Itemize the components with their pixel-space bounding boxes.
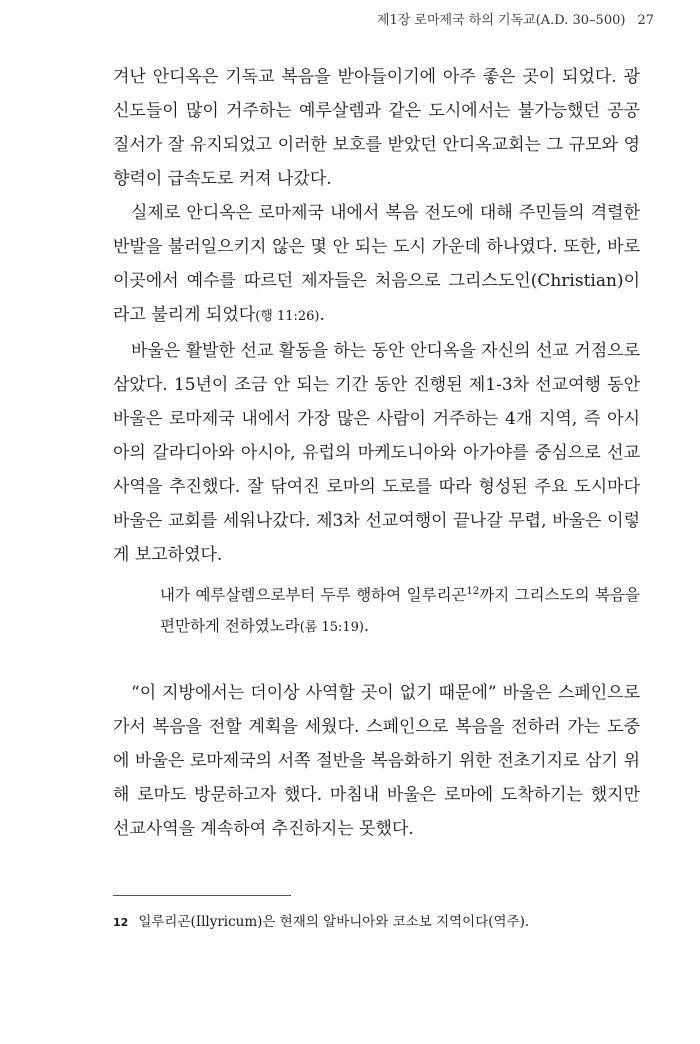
paragraph-2-tail: . bbox=[319, 305, 325, 325]
running-header bbox=[377, 9, 654, 28]
paragraph-3: 바울은 활발한 선교 활동을 하는 동안 안디옥을 자신의 선교 거점으로 삼았다. 15년이 조금 안 되는 기간 동안 진행된 제1-3차 선교여행 동안 바울은 로마제국 내에서 가장 많은 사람이 거주하는 4개 지역, 즉 아시아의 갈라디아와 아시아, 유럽의 마케도니아와 아가야를 중심으로 선교사역을 추진했다. 잘 닦여진 로마의 도로를 따라 형성된 주요 도시마다 바울은 교회를 세워나갔다. 제3차 선교여행이 끝나갈 무렵, 바울은 이렇게 보고하였다. bbox=[113, 341, 640, 565]
footnote-marker[interactable]: 12 bbox=[466, 585, 480, 597]
footnote bbox=[113, 912, 640, 933]
page-number: 27 bbox=[637, 13, 654, 28]
quote-before: 내가 예루살렘으로부터 두루 행하여 일루리곤 bbox=[160, 586, 467, 604]
quote-after: 까지 그리스도의 복음을 편만하게 전하였노라 bbox=[160, 586, 640, 635]
quote-tail: . bbox=[364, 617, 369, 635]
scripture-reference: (행 11:26) bbox=[255, 309, 320, 324]
closing-text bbox=[113, 676, 640, 846]
paragraph-2-text: 실제로 안디옥은 로마제국 내에서 복음 전도에 대해 주민들의 격렬한 반발을 불러일으키지 않은 몇 안 되는 도시 가운데 하나였다. 또한, 바로 이곳에서 예수를 따르던 제자들은 처음으로 그리스도인(Christian)이라고 불리게 되었다 bbox=[113, 203, 640, 325]
footnote-number: 12 bbox=[113, 916, 129, 929]
closing-paragraph: “이 지방에서는 더이상 사역할 곳이 없기 때문에” 바울은 스페인으로 가서 복음을 전할 계획을 세웠다. 스페인으로 복음을 전하러 가는 도중에 바울은 로마제국의 서쪽 절반을 복음화하기 위한 전초기지로 삼기 위해 로마도 방문하고자 했다. 마침내 바울은 로마에 도착하기는 했지만 선교사역을 계속하여 추진하지는 못했다. bbox=[113, 683, 640, 839]
chapter-title: 제1장 로마제국 하의 기독교(A.D. 30–500) bbox=[376, 13, 626, 28]
footnote-divider bbox=[113, 895, 291, 896]
paragraph-1: 겨난 안디옥은 기독교 복음을 받아들이기에 아주 좋은 곳이 되었다. 광신도들이 많이 거주하는 예루살렘과 같은 도시에서는 불가능했던 공공질서가 잘 유지되었고 이러한 보호를 받았던 안디옥교회는 그 규모와 영향력이 급속도로 커져 나갔다. bbox=[113, 67, 640, 189]
paragraph-2 bbox=[113, 196, 640, 334]
quote-text bbox=[160, 580, 640, 643]
main-text bbox=[113, 60, 640, 572]
footnote-text: 일루리곤(Illyricum)은 현재의 알바니아와 코소보 지역이다(역주). bbox=[138, 914, 530, 930]
quote-reference: (롬 15:19) bbox=[299, 620, 364, 635]
block-quote bbox=[160, 580, 640, 643]
